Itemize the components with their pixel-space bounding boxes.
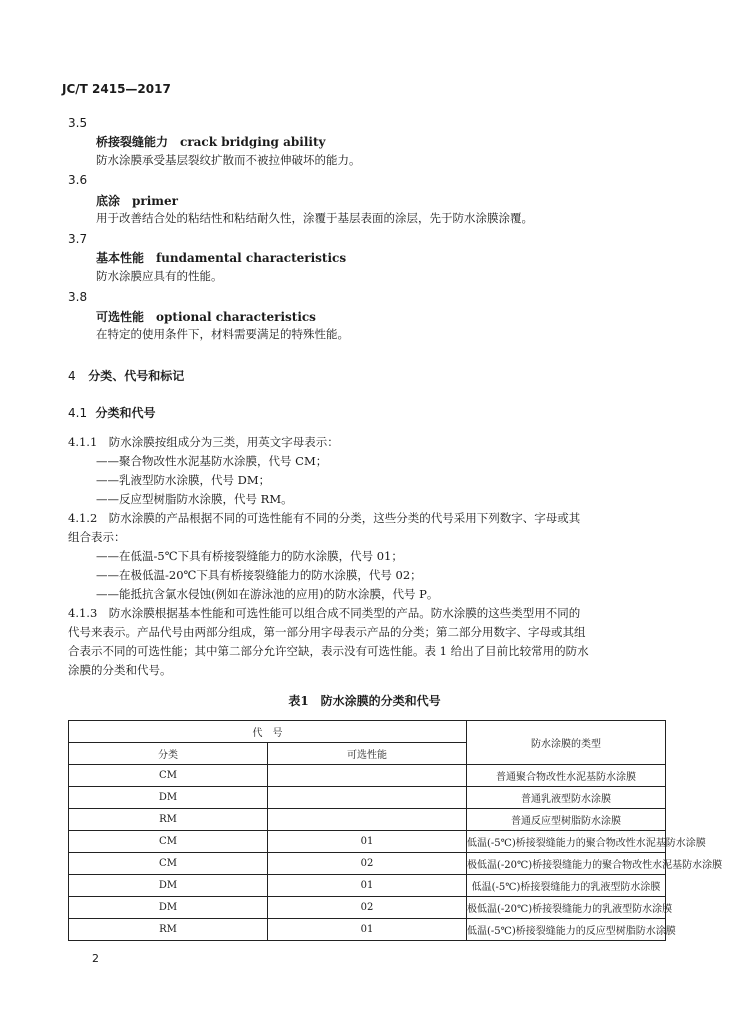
class-cell: CM <box>69 831 268 853</box>
list-item: ——反应型树脂防水涂膜，代号 RM。 <box>96 492 293 506</box>
subsection-heading <box>68 404 155 421</box>
clause-4-1-3: 4.1.3 防水涂膜根据基本性能和可选性能可以组合成不同类型的产品。防水涂膜的这些类型用不同的 <box>68 606 581 620</box>
type-cell: 低温(-5℃)桥接裂缝能力的聚合物改性水泥基防水涂膜 <box>467 831 666 853</box>
definition-text: 防水涂膜承受基层裂纹扩散而不被拉伸破坏的能力。 <box>96 153 361 167</box>
term-cn: 底涂 <box>96 194 121 208</box>
option-cell: 01 <box>268 875 467 897</box>
option-cell: 01 <box>268 831 467 853</box>
term-cn: 桥接裂缝能力 <box>96 135 169 149</box>
class-cell: RM <box>69 919 268 941</box>
clause-4-1-2-cont: 组合表示： <box>68 530 126 544</box>
type-cell: 极低温(-20℃)桥接裂缝能力的乳液型防水涂膜 <box>467 897 666 919</box>
type-cell: 普通反应型树脂防水涂膜 <box>467 809 666 831</box>
term-en: primer <box>132 194 178 208</box>
definition-term <box>96 192 178 209</box>
class-cell: DM <box>69 787 268 809</box>
type-cell: 低温(-5℃)桥接裂缝能力的反应型树脂防水涂膜 <box>467 919 666 941</box>
term-en: fundamental characteristics <box>156 251 347 265</box>
clause-4-1-3-line: 代号来表示。产品代号由两部分组成，第一部分用字母表示产品的分类；第二部分用数字、字母或其组 <box>68 625 586 639</box>
section-title: 分类、代号和标记 <box>88 369 185 383</box>
option-cell: 02 <box>268 853 467 875</box>
class-cell: RM <box>69 809 268 831</box>
table-row <box>69 831 666 853</box>
definition-term <box>96 249 346 266</box>
page-number: 2 <box>92 952 99 965</box>
code-group-header: 代 号 <box>69 721 467 743</box>
option-cell <box>268 809 467 831</box>
class-header: 分类 <box>69 743 268 765</box>
type-cell: 低温(-5℃)桥接裂缝能力的乳液型防水涂膜 <box>467 875 666 897</box>
table-row <box>69 897 666 919</box>
list-item: ——乳液型防水涂膜，代号 DM； <box>96 473 271 487</box>
option-cell <box>268 787 467 809</box>
term-cn: 基本性能 <box>96 251 145 265</box>
classification-table <box>68 720 723 941</box>
term-cn: 可选性能 <box>96 310 145 324</box>
option-cell: 02 <box>268 897 467 919</box>
subsection-title: 分类和代号 <box>95 406 156 420</box>
term-en: crack bridging ability <box>180 135 326 149</box>
definition-number: 3.6 <box>68 173 88 187</box>
option-cell <box>268 765 467 787</box>
list-item: ——能抵抗含氯水侵蚀(例如在游泳池的应用)的防水涂膜，代号 P。 <box>96 587 439 601</box>
definition-number: 3.5 <box>68 116 88 130</box>
class-cell: DM <box>69 897 268 919</box>
table-title: 表1 防水涂膜的分类和代号 <box>288 694 441 708</box>
table-row <box>69 919 666 941</box>
table-row <box>69 787 666 809</box>
clause-4-1-2: 4.1.2 防水涂膜的产品根据不同的可选性能有不同的分类，这些分类的代号采用下列数字、字母或其 <box>68 511 581 525</box>
term-en: optional characteristics <box>156 310 316 324</box>
definition-number: 3.8 <box>68 290 88 304</box>
type-cell: 极低温(-20℃)桥接裂缝能力的聚合物改性水泥基防水涂膜 <box>467 853 666 875</box>
clause-4-1-3-line: 涂膜的分类和代号。 <box>68 663 172 677</box>
definition-text: 防水涂膜应具有的性能。 <box>96 269 223 283</box>
class-cell: CM <box>69 853 268 875</box>
definition-term <box>96 133 325 150</box>
list-item: ——在低温-5℃下具有桥接裂缝能力的防水涂膜，代号 01； <box>96 549 403 563</box>
option-header: 可选性能 <box>268 743 467 765</box>
table-row <box>69 853 666 875</box>
table-row <box>69 809 666 831</box>
section-heading <box>68 367 184 384</box>
class-cell: DM <box>69 875 268 897</box>
definition-number: 3.7 <box>68 232 88 246</box>
list-item: ——聚合物改性水泥基防水涂膜，代号 CM； <box>96 454 328 468</box>
clause-4-1-1: 4.1.1 防水涂膜按组成分为三类，用英文字母表示： <box>68 435 339 449</box>
definition-term <box>96 308 316 325</box>
option-cell: 01 <box>268 919 467 941</box>
document-header: JC/T 2415—2017 <box>62 82 171 96</box>
list-item: ——在极低温-20℃下具有桥接裂缝能力的防水涂膜，代号 02； <box>96 568 422 582</box>
type-cell: 普通乳液型防水涂膜 <box>467 787 666 809</box>
type-header: 防水涂膜的类型 <box>467 721 666 765</box>
class-cell: CM <box>69 765 268 787</box>
clause-4-1-3-line: 合表示不同的可选性能；其中第二部分允许空缺，表示没有可选性能。表 1 给出了目前比较常用的防水 <box>68 644 589 658</box>
definition-text: 在特定的使用条件下，材料需要满足的特殊性能。 <box>96 327 349 341</box>
table-row <box>69 875 666 897</box>
definition-text: 用于改善结合处的粘结性和粘结耐久性，涂覆于基层表面的涂层，先于防水涂膜涂覆。 <box>96 211 533 225</box>
subsection-number: 4.1 <box>68 406 88 420</box>
type-cell: 普通聚合物改性水泥基防水涂膜 <box>467 765 666 787</box>
section-number: 4 <box>68 369 76 383</box>
table-row <box>69 765 666 787</box>
